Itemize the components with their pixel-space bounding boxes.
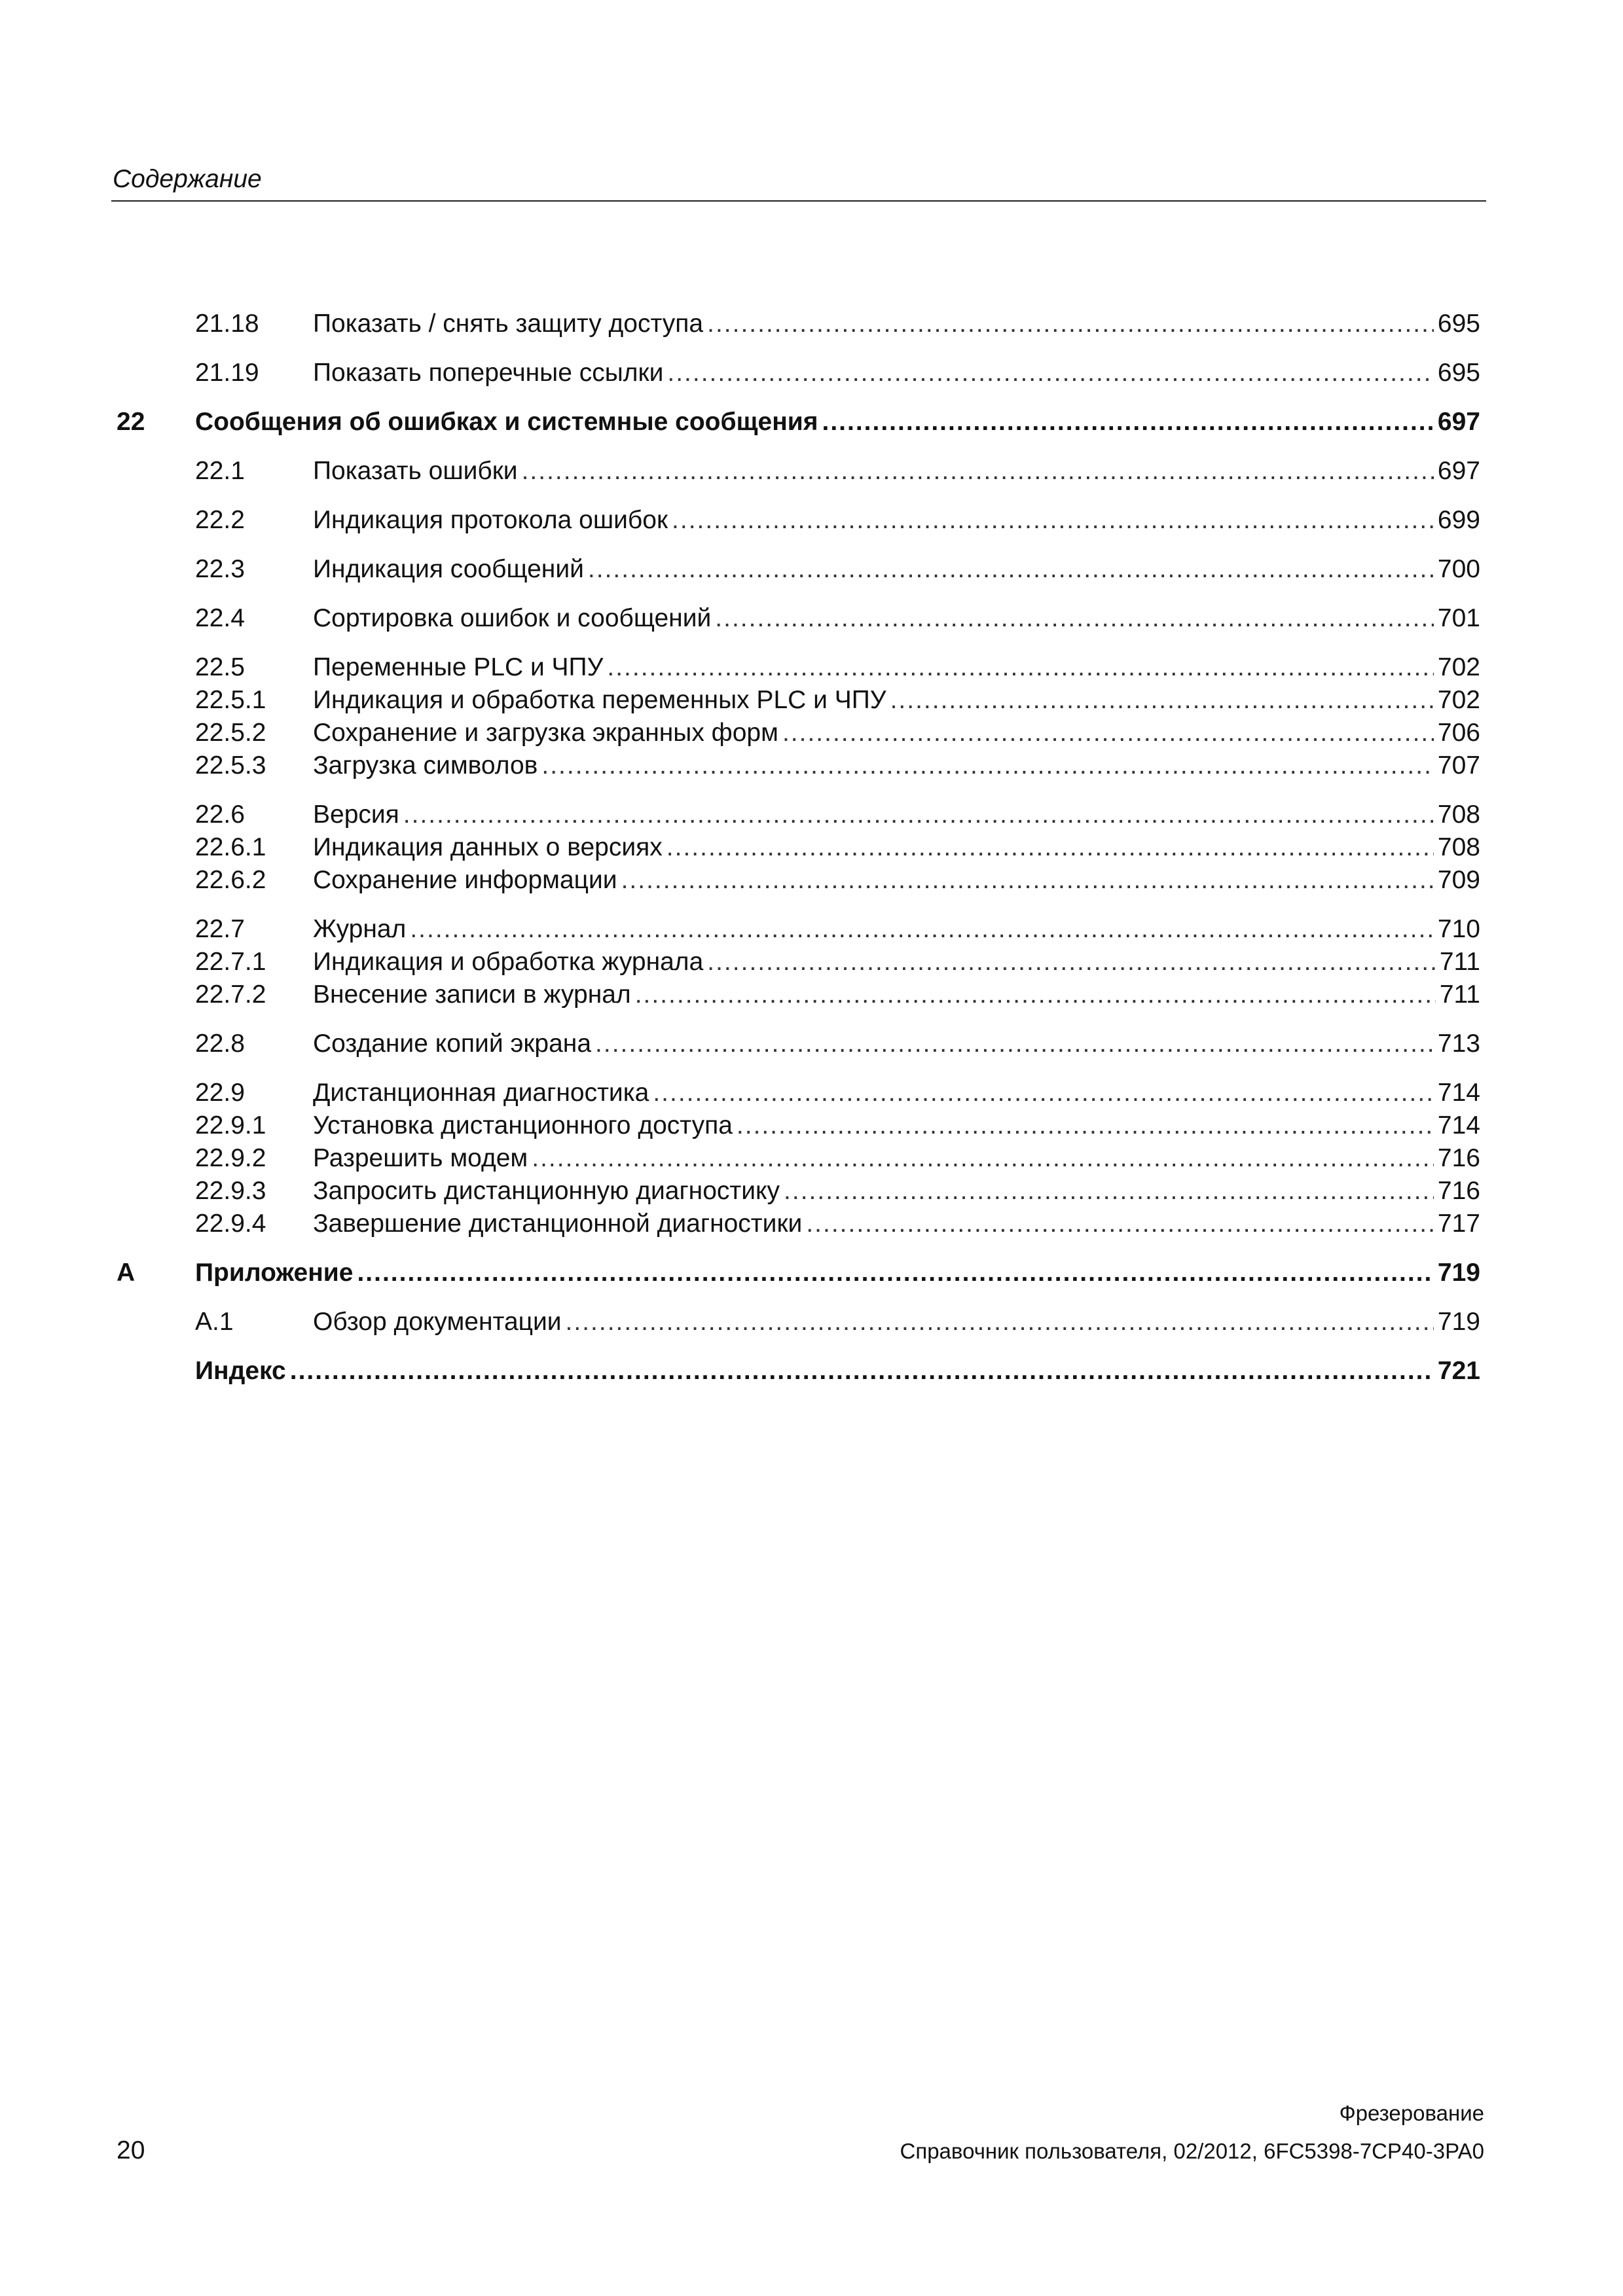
toc-entry-title: Переменные PLC и ЧПУ: [313, 653, 604, 681]
toc-entry-page: 716: [1437, 1177, 1480, 1205]
toc-entry-title: Индикация данных о версиях: [313, 833, 663, 861]
toc-entry-title: Журнал: [313, 915, 407, 943]
toc-dot-leader: [522, 455, 1434, 488]
toc-dot-leader: [635, 978, 1436, 1011]
toc-entry-title: Индикация и обработка журнала: [313, 948, 704, 976]
toc-entry-title: Дистанционная диагностика: [313, 1079, 649, 1107]
toc-entry-title: Индикация сообщений: [313, 555, 584, 583]
toc-entry-title: Индикация и обработка переменных PLC и ЧПУ: [313, 686, 886, 714]
toc-entry-page: 707: [1437, 751, 1480, 780]
toc-entry[interactable]: [0, 798, 1623, 831]
toc-entry-title: Внесение записи в журнал: [313, 980, 631, 1009]
toc-entry-page: 721: [1437, 1357, 1480, 1385]
toc-entry-page: 714: [1437, 1079, 1480, 1107]
toc-entry-number: 22.6.2: [195, 866, 266, 894]
toc-entry-number: A.1: [195, 1308, 234, 1336]
toc-entry-number: 22.7.2: [195, 980, 266, 1009]
toc-entry[interactable]: [0, 357, 1623, 389]
toc-entry[interactable]: [0, 913, 1623, 946]
toc-dot-leader: [532, 1142, 1434, 1175]
toc-dot-leader: [666, 831, 1434, 864]
toc-entry-title: Загрузка символов: [313, 751, 538, 780]
toc-dot-leader: [290, 1355, 1434, 1388]
toc-dot-leader: [707, 308, 1434, 340]
toc-entry-number: 22.6: [195, 800, 245, 829]
running-header-title: Содержание: [113, 165, 262, 193]
toc-entry-number: 22.9.3: [195, 1177, 266, 1205]
toc-entry[interactable]: [0, 504, 1623, 537]
toc-entry[interactable]: [0, 1257, 1623, 1289]
toc-entry-page: 700: [1437, 555, 1480, 583]
toc-entry-page: 719: [1437, 1259, 1480, 1287]
toc-entry[interactable]: [0, 308, 1623, 340]
toc-entry-page: 697: [1437, 408, 1480, 436]
toc-entry-title: Завершение дистанционной диагностики: [313, 1210, 803, 1238]
toc-entry-number: 22.9.4: [195, 1210, 266, 1238]
toc-dot-leader: [784, 1175, 1434, 1208]
toc-entry-page: 719: [1437, 1308, 1480, 1336]
toc-entry[interactable]: [0, 553, 1623, 586]
toc-dot-leader: [653, 1077, 1434, 1109]
toc-entry-number: 22.5: [195, 653, 245, 681]
toc-entry-title: Сохранение и загрузка экранных форм: [313, 719, 778, 747]
toc-entry[interactable]: [0, 602, 1623, 635]
toc-dot-leader: [707, 946, 1436, 978]
toc-dot-leader: [566, 1306, 1434, 1338]
toc-entry[interactable]: [0, 1077, 1623, 1109]
toc-entry-number: 22.9: [195, 1079, 245, 1107]
toc-entry-page: 708: [1437, 800, 1480, 829]
toc-entry-title: Создание копий экрана: [313, 1030, 592, 1058]
toc-dot-leader: [806, 1208, 1434, 1240]
toc-entry-title: Показать поперечные ссылки: [313, 359, 664, 387]
toc-dot-leader: [822, 406, 1433, 439]
toc-entry-page: 714: [1437, 1111, 1480, 1139]
toc-entry-number: 22.3: [195, 555, 245, 583]
toc-dot-leader: [607, 651, 1434, 684]
toc-entry-number: 22.9.2: [195, 1144, 266, 1172]
toc-entry-title: Сообщения об ошибках и системные сообщения: [195, 408, 818, 436]
toc-entry-page: 706: [1437, 719, 1480, 747]
toc-entry[interactable]: [0, 1208, 1623, 1240]
toc-entry-title: Установка дистанционного доступа: [313, 1111, 733, 1139]
toc-dot-leader: [541, 749, 1434, 782]
toc-entry-title: Сортировка ошибок и сообщений: [313, 604, 712, 632]
toc-entry-page: 709: [1437, 866, 1480, 894]
toc-entry-title: Сохранение информации: [313, 866, 617, 894]
toc-dot-leader: [737, 1109, 1434, 1142]
toc-entry[interactable]: [0, 684, 1623, 717]
toc-entry[interactable]: [0, 717, 1623, 749]
toc-dot-leader: [595, 1028, 1434, 1060]
toc-entry-page: 695: [1437, 310, 1480, 338]
toc-entry-page: 708: [1437, 833, 1480, 861]
toc-entry-page: 717: [1437, 1210, 1480, 1238]
toc-entry-title: Приложение: [195, 1259, 354, 1287]
toc-entry[interactable]: [0, 749, 1623, 782]
toc-entry[interactable]: [0, 1142, 1623, 1175]
toc-entry-title: Индекс: [195, 1357, 286, 1385]
toc-entry-number: 22.5.3: [195, 751, 266, 780]
toc-entry-page: 710: [1437, 915, 1480, 943]
toc-entry[interactable]: [0, 1109, 1623, 1142]
toc-entry-page: 695: [1437, 359, 1480, 387]
toc-entry-number: 22.8: [195, 1030, 245, 1058]
toc-entry-page: 699: [1437, 506, 1480, 534]
toc-entry[interactable]: [0, 1028, 1623, 1060]
toc-dot-leader: [357, 1257, 1433, 1289]
toc-dot-leader: [588, 553, 1434, 586]
toc-entry[interactable]: [0, 1175, 1623, 1208]
toc-entry-number: A: [117, 1259, 136, 1287]
footer-manual-reference: Справочник пользователя, 02/2012, 6FC5398-7CP40-3PA0: [900, 2139, 1484, 2163]
toc-entry-title: Версия: [313, 800, 399, 829]
toc-entry-number: 22.6.1: [195, 833, 266, 861]
toc-entry-number: 22.9.1: [195, 1111, 266, 1139]
toc-entry-page: 711: [1439, 980, 1480, 1009]
toc-entry-title: Индикация протокола ошибок: [313, 506, 668, 534]
toc-entry[interactable]: [0, 455, 1623, 488]
toc-entry-title: Разрешить модем: [313, 1144, 528, 1172]
toc-dot-leader: [672, 504, 1434, 537]
toc-entry[interactable]: [0, 864, 1623, 897]
toc-dot-leader: [403, 798, 1434, 831]
toc-entry-page: 697: [1437, 457, 1480, 485]
toc-entry-number: 22.2: [195, 506, 245, 534]
toc-entry-title: Обзор документации: [313, 1308, 562, 1336]
toc-entry-number: 22.7: [195, 915, 245, 943]
toc-entry-number: 22.5.2: [195, 719, 266, 747]
toc-entry-number: 22.5.1: [195, 686, 266, 714]
toc-entry-page: 702: [1437, 653, 1480, 681]
toc-entry-page: 716: [1437, 1144, 1480, 1172]
toc-entry[interactable]: [0, 406, 1623, 439]
toc-entry[interactable]: [0, 651, 1623, 684]
toc-entry[interactable]: [0, 1306, 1623, 1338]
toc-entry[interactable]: [0, 1355, 1623, 1388]
toc-dot-leader: [782, 717, 1434, 749]
toc-dot-leader: [890, 684, 1434, 717]
toc-entry-number: 22.7.1: [195, 948, 266, 976]
toc-dot-leader: [667, 357, 1434, 389]
toc-entry-number: 21.19: [195, 359, 259, 387]
toc-entry-title: Запросить дистанционную диагностику: [313, 1177, 780, 1205]
page-number: 20: [117, 2136, 145, 2164]
toc-entry-page: 702: [1437, 686, 1480, 714]
toc-entry-page: 701: [1437, 604, 1480, 632]
toc-entry-number: 22.4: [195, 604, 245, 632]
toc-entry[interactable]: [0, 978, 1623, 1011]
toc-entry-number: 22.1: [195, 457, 245, 485]
toc-entry-title: Показать / снять защиту доступа: [313, 310, 704, 338]
toc-dot-leader: [410, 913, 1434, 946]
toc-dot-leader: [621, 864, 1434, 897]
toc-entry-number: 21.18: [195, 310, 259, 338]
toc-dot-leader: [715, 602, 1434, 635]
toc-entry-number: 22: [117, 408, 145, 436]
toc-entry[interactable]: [0, 831, 1623, 864]
toc-entry-page: 711: [1439, 948, 1480, 976]
toc-entry[interactable]: [0, 946, 1623, 978]
toc-entry-title: Показать ошибки: [313, 457, 518, 485]
footer-product-name: Фрезерование: [1339, 2101, 1484, 2125]
toc-entry-page: 713: [1437, 1030, 1480, 1058]
